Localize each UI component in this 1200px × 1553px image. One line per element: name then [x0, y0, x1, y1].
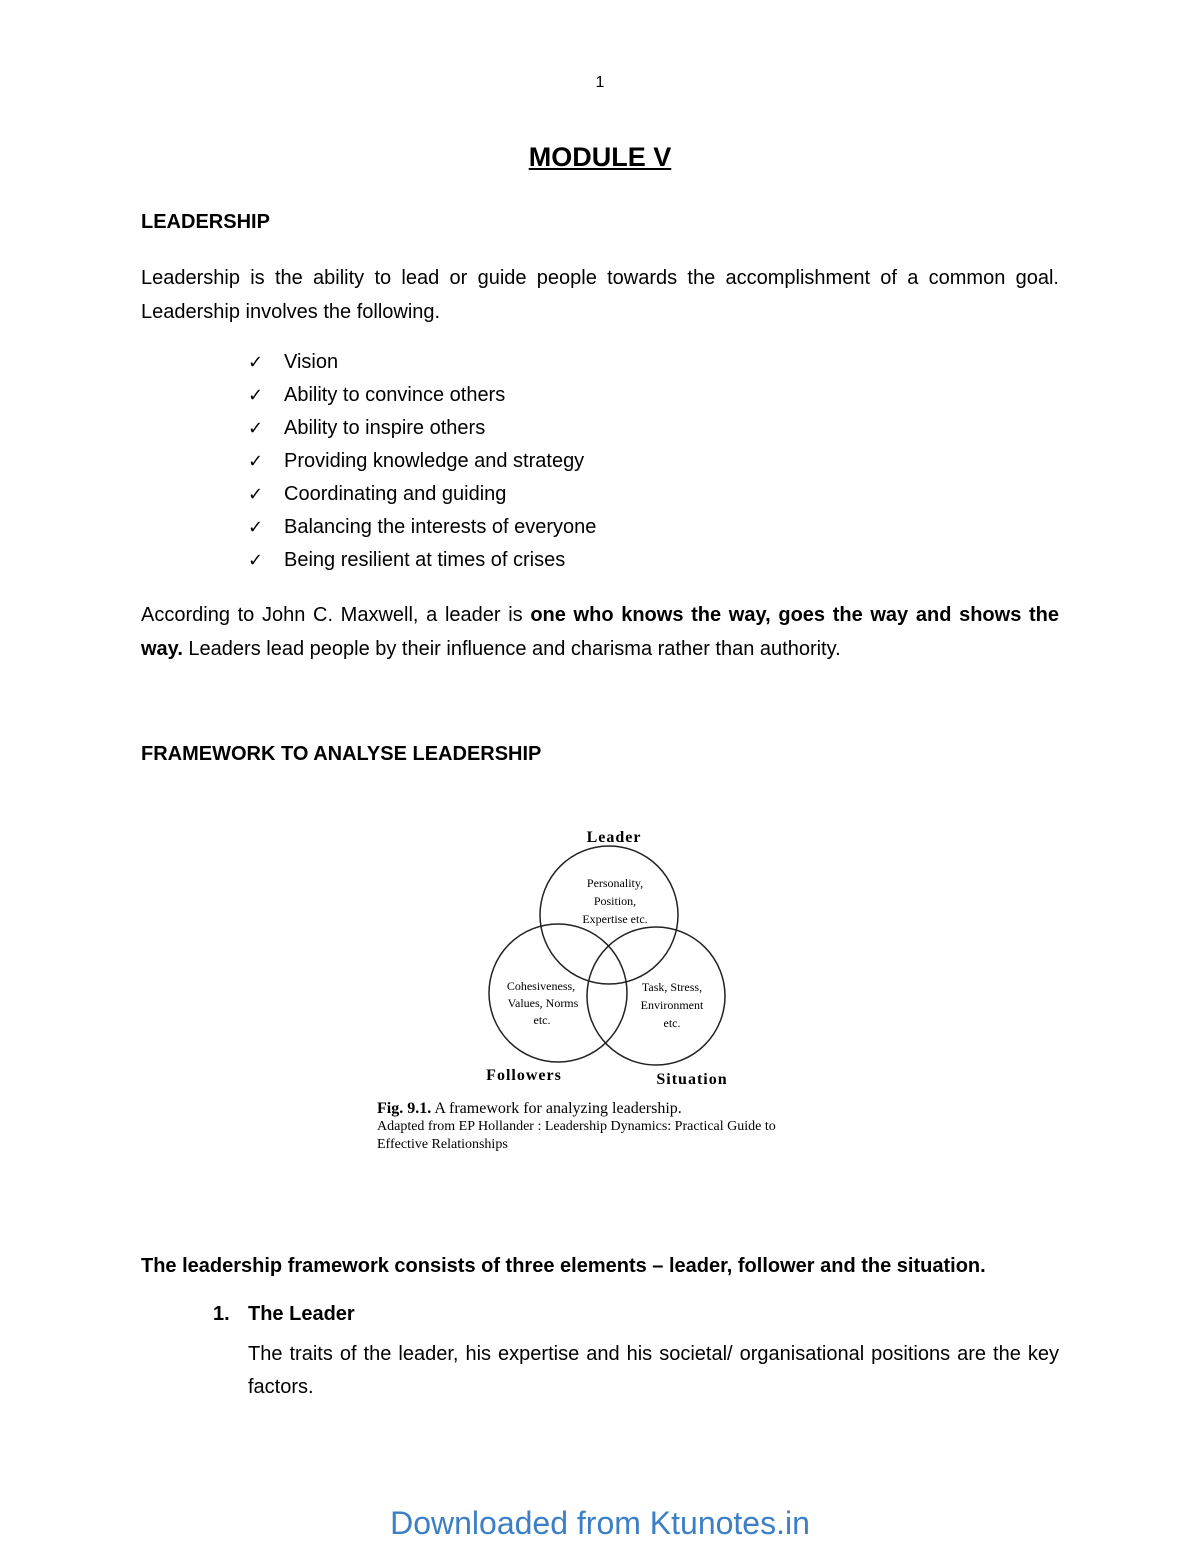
check-icon: ✓	[248, 385, 264, 405]
list-item-label: Being resilient at times of crises	[284, 549, 566, 571]
leadership-checklist	[248, 346, 596, 577]
module-title: MODULE V	[528, 142, 672, 172]
check-icon: ✓	[248, 352, 264, 372]
quote-suffix: Leaders lead people by their influence and charisma rather than authority.	[182, 638, 841, 660]
check-icon: ✓	[248, 550, 264, 570]
download-footer: Downloaded from Ktunotes.in	[390, 1505, 810, 1541]
situation-text-3: etc.	[663, 1016, 681, 1030]
list-item-label: Providing knowledge and strategy	[284, 450, 585, 472]
followers-text-2: Values, Norms	[507, 996, 579, 1010]
maxwell-quote-paragraph	[141, 598, 1059, 666]
leadership-heading: LEADERSHIP	[141, 211, 270, 233]
caption-label: Fig. 9.1.	[377, 1100, 432, 1117]
list-item	[248, 412, 596, 445]
quote-bold: one who knows the way, goes the way and shows the way.	[141, 604, 1059, 660]
leader-text-1: Personality,	[586, 876, 644, 890]
followers-label: Followers	[486, 1067, 562, 1084]
list-item	[248, 346, 596, 379]
page-number: 1	[595, 74, 605, 91]
leader-label: Leader	[586, 829, 642, 846]
check-icon: ✓	[248, 517, 264, 537]
followers-circle	[489, 924, 627, 1062]
numbered-item-body: The traits of the leader, his expertise and his societal/ organisational positions are the key factors.	[248, 1343, 1059, 1398]
numbered-item-title	[213, 1303, 355, 1326]
framework-summary: The leadership framework consists of three elements – leader, follower and the situation.	[141, 1255, 986, 1277]
item-number: 1.	[213, 1303, 230, 1325]
list-item-label: Coordinating and guiding	[284, 483, 507, 505]
list-item	[248, 511, 596, 544]
check-icon: ✓	[248, 484, 264, 504]
check-icon: ✓	[248, 418, 264, 438]
followers-text-1: Cohesiveness,	[506, 979, 576, 993]
list-item	[248, 478, 596, 511]
item-title: The Leader	[248, 1303, 355, 1325]
list-item-label: Vision	[284, 351, 339, 373]
check-icon: ✓	[248, 451, 264, 471]
situation-circle	[587, 927, 725, 1065]
list-item	[248, 544, 596, 577]
caption-line-2: Adapted from EP Hollander : Leadership Dynamics: Practical Guide to	[377, 1119, 776, 1134]
list-item	[248, 445, 596, 478]
situation-text-1: Task, Stress,	[641, 980, 703, 994]
followers-text-3: etc.	[533, 1013, 551, 1027]
list-item-label: Ability to convince others	[284, 384, 506, 406]
quote-prefix: According to John C. Maxwell, a leader is	[141, 604, 531, 626]
caption-line-3: Effective Relationships	[377, 1137, 508, 1152]
list-item-label: Ability to inspire others	[284, 417, 486, 439]
figure-caption	[377, 1100, 877, 1154]
situation-label: Situation	[656, 1071, 728, 1088]
leadership-intro: Leadership is the ability to lead or guide people towards the accomplishment of a common goal. Leadership involves the following.	[141, 267, 1059, 323]
situation-text-2: Environment	[640, 998, 704, 1012]
caption-title: A framework for analyzing leadership.	[434, 1100, 682, 1117]
leader-text-3: Expertise etc.	[582, 912, 648, 926]
list-item	[248, 379, 596, 412]
framework-heading: FRAMEWORK TO ANALYSE LEADERSHIP	[141, 743, 542, 765]
leader-text-2: Position,	[593, 894, 637, 908]
list-item-label: Balancing the interests of everyone	[284, 516, 597, 538]
